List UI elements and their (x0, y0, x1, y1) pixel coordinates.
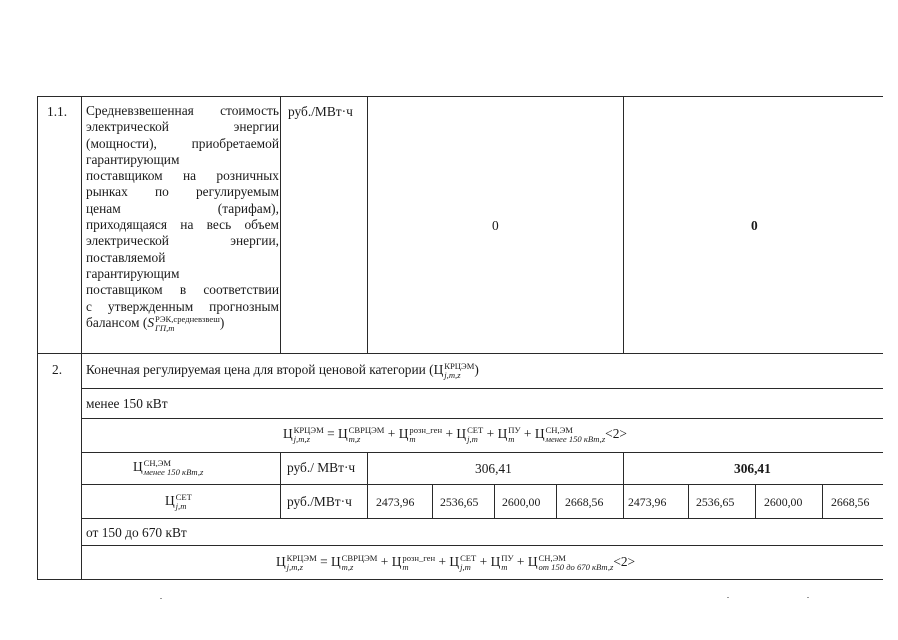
formula-sup: СВРЦЭМ (341, 552, 378, 563)
formula-indices (342, 554, 378, 572)
description-line: гарантирующим (86, 151, 180, 167)
row-description (86, 103, 279, 335)
formula-symbol: Ц (391, 554, 402, 569)
formula-indices (287, 554, 317, 572)
column-divider (556, 484, 557, 518)
formula-line (283, 423, 627, 445)
formula-indices (460, 554, 476, 572)
formula-indices (349, 426, 385, 444)
formula-operator: + (479, 554, 488, 569)
title-symbol-base: Ц (433, 362, 444, 377)
formula-operator: = (320, 554, 328, 569)
formula-sub: m,z (341, 561, 354, 572)
description-line: рынках по регулируемым (86, 184, 279, 200)
formula-sup: СН,ЭМ (538, 552, 566, 563)
symbol-sub: ГП,m (155, 322, 175, 333)
formula-operator: + (380, 554, 389, 569)
scan-speck (807, 597, 809, 598)
unit-cell: руб./МВт·ч (288, 104, 353, 119)
sn-label-symbol: Ц (133, 459, 143, 474)
column-divider (367, 96, 368, 353)
formula-indices (546, 426, 606, 444)
sn-label-sub: менее 150 кВт,z (143, 466, 204, 477)
description-line: ценам (тарифам), (86, 200, 279, 216)
value-cell: 306,41 (475, 461, 512, 476)
row-number: 2. (52, 362, 63, 377)
description-line: гарантирующим (86, 265, 180, 281)
set-label-symbol: Ц (165, 493, 175, 508)
formula-sup: КРЦЭМ (293, 424, 324, 435)
formula-indices (409, 426, 442, 444)
row-divider (81, 388, 883, 389)
formula-sub: j,m,z (293, 433, 310, 444)
formula-symbol: Ц (456, 426, 467, 441)
row-divider (37, 353, 883, 354)
column-divider (623, 452, 624, 518)
formula-sup: КРЦЭМ (286, 552, 317, 563)
formula-sub: m (501, 561, 508, 572)
symbol-base: S (147, 314, 155, 330)
unit-cell: руб./ МВт·ч (287, 460, 356, 475)
tariff-value: 2473,96 (628, 495, 667, 509)
table-border-left (37, 96, 38, 580)
row-divider (81, 518, 883, 519)
row-title-text: Конечная регулируемая цена для второй ценовой категории ( (86, 362, 434, 377)
column-divider (755, 484, 756, 518)
description-line: с утвержденным прогнозным (86, 298, 279, 314)
formula-sub: от 150 до 670 кВт,z (538, 561, 614, 572)
formula-sub: m (508, 433, 515, 444)
row-divider (81, 484, 883, 485)
tariff-value: 2536,65 (440, 495, 479, 509)
title-symbol-close: ) (474, 362, 479, 377)
description-line: Средневзвешенная стоимость (86, 103, 279, 118)
formula-sub: j,m,z (286, 561, 303, 572)
set-label-sub: j,m (175, 500, 187, 511)
scan-speck (160, 598, 162, 599)
row-title (86, 360, 479, 380)
tariff-value: 2473,96 (376, 495, 415, 509)
column-divider (623, 96, 624, 353)
value-cell: 306,41 (734, 461, 771, 476)
formula-operator: + (438, 554, 447, 569)
tariff-value: 2668,56 (831, 495, 870, 509)
set-label (165, 490, 192, 512)
formula-indices (402, 554, 435, 572)
group-heading: менее 150 кВт (86, 396, 168, 411)
formula-operator: + (486, 426, 495, 441)
title-symbol-sup: КРЦЭМ (444, 360, 475, 371)
tariff-value: 2536,65 (696, 495, 735, 509)
tariff-value: 2600,00 (764, 495, 803, 509)
formula-sub: m (409, 433, 416, 444)
formula-indices (467, 426, 483, 444)
title-symbol-sub: j,m,z (444, 369, 461, 380)
formula-note: <2> (605, 426, 627, 441)
formula-sub: j,m (460, 561, 471, 572)
row-divider (81, 545, 883, 546)
sn-label (133, 456, 203, 478)
description-line: поставляемой (86, 249, 166, 265)
tariff-value: 2668,56 (565, 495, 604, 509)
scan-speck (727, 597, 729, 598)
tariff-value: 2600,00 (502, 495, 541, 509)
formula-sub: m,z (348, 433, 361, 444)
group-heading: от 150 до 670 кВт (86, 525, 187, 540)
description-line: электрической энергии (86, 119, 279, 135)
formula-line (276, 551, 635, 573)
column-divider (81, 96, 82, 580)
formula-symbol: Ц (449, 554, 460, 569)
column-divider (822, 484, 823, 518)
formula-symbol: Ц (338, 426, 348, 441)
description-line: поставщиком на розничных (86, 168, 279, 184)
formula-sub: менее 150 кВт,z (545, 433, 606, 444)
formula-symbol: Ц (527, 554, 538, 569)
formula-symbol: Ц (490, 554, 501, 569)
sn-label-indices (144, 459, 204, 477)
column-divider (280, 96, 281, 353)
formula-indices (539, 554, 614, 572)
set-label-sup: СЕТ (175, 491, 192, 502)
description-text: балансом ( (86, 314, 148, 330)
formula-operator: + (516, 554, 525, 569)
formula-sup: СЕТ (460, 552, 477, 563)
symbol-sup: РЭК,средневзвеш (155, 313, 220, 324)
formula-sup: СЕТ (467, 424, 484, 435)
row-number: 1.1. (47, 104, 68, 119)
formula-symbol: Ц (276, 554, 286, 569)
formula-sup: СН,ЭМ (545, 424, 573, 435)
description-line-last (86, 315, 279, 335)
formula-sup: ПУ (501, 552, 514, 563)
unit-cell: руб./МВт·ч (287, 494, 352, 509)
column-divider (280, 452, 281, 518)
formula-symbol: Ц (534, 426, 545, 441)
formula-operator: + (523, 426, 532, 441)
description-line: электрической энергии, (86, 233, 279, 249)
formula-operator: + (387, 426, 396, 441)
formula-symbol: Ц (331, 554, 341, 569)
value-cell: 0 (751, 218, 758, 233)
formula-sup: розн_ген (409, 424, 443, 435)
formula-operator: + (445, 426, 454, 441)
set-label-indices (176, 493, 192, 511)
formula-indices (501, 554, 513, 572)
column-divider (367, 452, 368, 518)
column-divider (494, 484, 495, 518)
row-divider (81, 452, 883, 453)
description-line: (мощности), приобретаемой (86, 135, 279, 151)
title-symbol-indices (444, 362, 474, 380)
formula-note: <2> (613, 554, 636, 569)
formula-indices (508, 426, 520, 444)
column-divider (688, 484, 689, 518)
formula-symbol: Ц (497, 426, 508, 441)
description-line: поставщиком в соответствии (86, 282, 279, 298)
formula-sub: j,m (467, 433, 478, 444)
description-line: приходящаяся на весь объем (86, 217, 279, 233)
formula-symbol: Ц (398, 426, 409, 441)
formula-operator: = (327, 426, 335, 441)
symbol-close: ) (219, 314, 225, 330)
symbol-indices (155, 315, 220, 333)
column-divider (432, 484, 433, 518)
value-cell: 0 (492, 218, 499, 233)
sn-label-sup: СН,ЭМ (143, 457, 172, 468)
formula-symbol: Ц (283, 426, 293, 441)
formula-sup: СВРЦЭМ (348, 424, 385, 435)
formula-indices (294, 426, 324, 444)
row-divider (81, 418, 883, 419)
table-border-top (37, 96, 883, 97)
formula-sup: ПУ (508, 424, 521, 435)
formula-sup: розн_ген (402, 552, 436, 563)
formula-sub: m (402, 561, 409, 572)
table-border-bottom (37, 579, 883, 580)
